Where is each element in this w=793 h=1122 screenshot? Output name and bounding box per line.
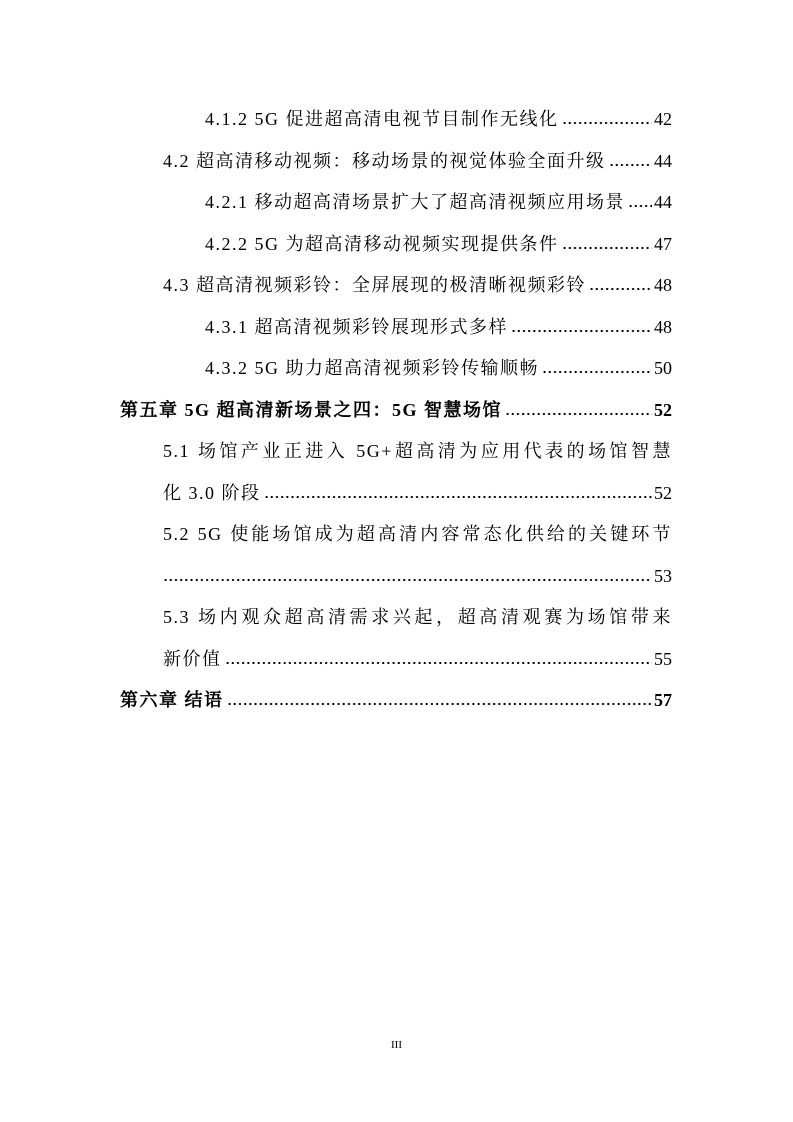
toc-chapter-title: 第六章 结语 — [120, 690, 224, 710]
dot-leader — [542, 370, 652, 374]
toc-entry-title: 4.2.1 移动超高清场景扩大了超高清视频应用场景 — [205, 192, 625, 212]
toc-entry-4-2-1 — [120, 182, 672, 224]
dot-leader — [163, 578, 652, 582]
toc-entry-page: 53 — [654, 565, 672, 586]
toc-entry-4-1-2 — [120, 99, 672, 141]
toc-entry-line2 — [163, 639, 672, 681]
page-number: III — [391, 1039, 402, 1051]
toc-entry-page: 48 — [654, 275, 672, 295]
toc-entry-4-3-2 — [120, 348, 672, 390]
toc-entry-4-2-2 — [120, 224, 672, 266]
toc-entry-page: 52 — [654, 482, 672, 503]
toc-entry-title: 4.3.2 5G 助力超高清视频彩铃传输顺畅 — [205, 358, 539, 378]
toc-entry-page: 47 — [654, 233, 672, 254]
dot-leader — [264, 495, 653, 499]
table-of-contents — [120, 99, 672, 722]
toc-entry-page: 48 — [654, 316, 672, 337]
dot-leader — [505, 412, 652, 416]
toc-entry-title-line2: 化 3.0 阶段 — [163, 482, 261, 503]
toc-entry-page: 57 — [654, 690, 672, 710]
dot-leader — [589, 287, 652, 291]
toc-entry-title-line1: 5.2 5G 使能场馆成为超高清内容常态化供给的关键环节 — [163, 524, 672, 544]
toc-entry-4-2 — [120, 141, 672, 183]
toc-entry-4-3-1 — [120, 307, 672, 349]
toc-entry-title: 4.1.2 5G 促进超高清电视节目制作无线化 — [205, 109, 559, 129]
toc-entry-page: 44 — [654, 192, 672, 212]
toc-entry-page: 42 — [654, 109, 672, 129]
toc-chapter-6 — [120, 680, 672, 722]
toc-entry-5-3 — [120, 597, 672, 680]
toc-entry-title-line1: 5.3 场内观众超高清需求兴起，超高清观赛为场馆带来 — [163, 607, 672, 627]
toc-entry-title: 4.3 超高清视频彩铃：全屏展现的极清晰视频彩铃 — [163, 275, 586, 295]
toc-entry-page: 44 — [654, 150, 672, 171]
toc-entry-4-3 — [120, 265, 672, 307]
dot-leader — [609, 163, 653, 167]
toc-entry-page: 50 — [654, 358, 672, 378]
toc-entry-title: 4.3.1 超高清视频彩铃展现形式多样 — [205, 316, 508, 337]
toc-entry-page: 55 — [654, 648, 672, 669]
dot-leader — [562, 121, 653, 125]
toc-entry-page: 52 — [654, 399, 672, 420]
dot-leader — [227, 702, 653, 706]
toc-entry-title-line2: 新价值 — [163, 648, 222, 669]
toc-entry-5-1 — [120, 431, 672, 514]
toc-entry-line2 — [163, 556, 672, 598]
dot-leader — [511, 329, 652, 333]
toc-entry-5-2 — [120, 514, 672, 597]
dot-leader — [225, 661, 653, 665]
toc-entry-title: 4.2 超高清移动视频：移动场景的视觉体验全面升级 — [163, 150, 606, 171]
dot-leader — [562, 246, 653, 250]
dot-leader — [628, 204, 652, 208]
toc-entry-title: 4.2.2 5G 为超高清移动视频实现提供条件 — [205, 233, 559, 254]
toc-entry-title-line1: 5.1 场馆产业正进入 5G+超高清为应用代表的场馆智慧 — [163, 441, 672, 461]
toc-chapter-5 — [120, 390, 672, 432]
toc-entry-line2 — [163, 473, 672, 515]
toc-chapter-title: 第五章 5G 超高清新场景之四：5G 智慧场馆 — [120, 399, 503, 420]
